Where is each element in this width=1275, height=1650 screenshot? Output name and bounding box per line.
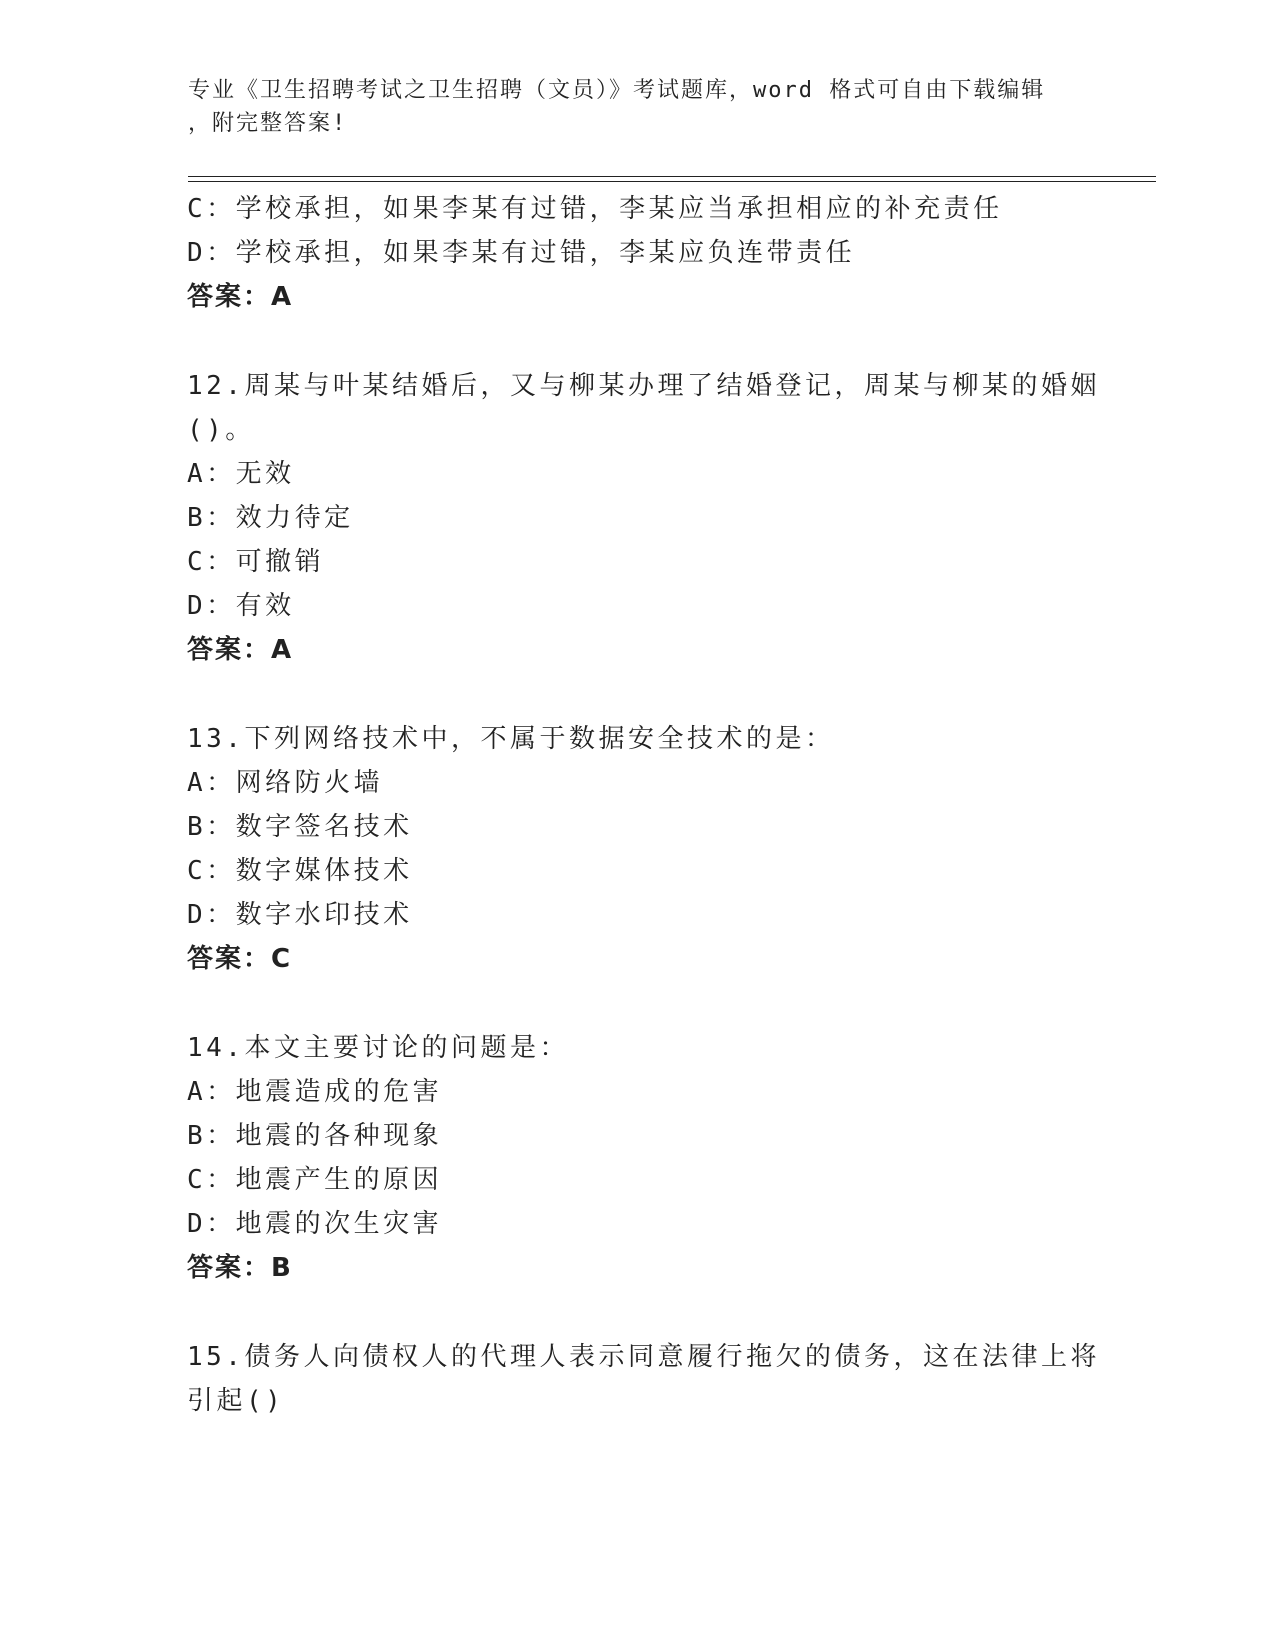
answer: 答案：C <box>187 944 293 974</box>
title-line-2: ，附完整答案! <box>188 111 348 136</box>
option-d: D：数字水印技术 <box>187 900 413 930</box>
option-d: D：有效 <box>187 591 295 621</box>
option-d: D：地震的次生灾害 <box>187 1209 443 1239</box>
option-c: C：学校承担，如果李某有过错，李某应当承担相应的补充责任 <box>187 194 1003 224</box>
option-a: A：地震造成的危害 <box>187 1077 443 1107</box>
answer: 答案：A <box>187 282 294 312</box>
option-c: C：地震产生的原因 <box>187 1165 443 1195</box>
option-c: C：数字媒体技术 <box>187 856 413 886</box>
option-a: A：网络防火墙 <box>187 768 384 798</box>
question-stem-line-2: 引起() <box>187 1386 285 1416</box>
question-stem: 14.本文主要讨论的问题是： <box>187 1033 569 1063</box>
header-divider-bottom <box>188 181 1156 182</box>
question-stem: 13.下列网络技术中，不属于数据安全技术的是： <box>187 724 835 754</box>
option-c: C：可撤销 <box>187 547 325 577</box>
header-divider-top <box>188 176 1156 177</box>
question-stem-line-2: ()。 <box>187 415 255 445</box>
answer: 答案：B <box>187 1253 293 1283</box>
answer: 答案：A <box>187 635 294 665</box>
question-stem-line-1: 15.债务人向债权人的代理人表示同意履行拖欠的债务，这在法律上将 <box>187 1342 1100 1372</box>
question-stem-line-1: 12.周某与叶某结婚后，又与柳某办理了结婚登记，周某与柳某的婚姻 <box>187 371 1100 401</box>
title-line-1: 专业《卫生招聘考试之卫生招聘（文员）》考试题库，word 格式可自由下载编辑 <box>188 78 1046 103</box>
option-b: B：数字签名技术 <box>187 812 413 842</box>
option-d: D：学校承担，如果李某有过错，李某应负连带责任 <box>187 238 856 268</box>
option-a: A：无效 <box>187 459 295 489</box>
document-title <box>188 74 1068 140</box>
option-b: B：效力待定 <box>187 503 354 533</box>
option-b: B：地震的各种现象 <box>187 1121 443 1151</box>
